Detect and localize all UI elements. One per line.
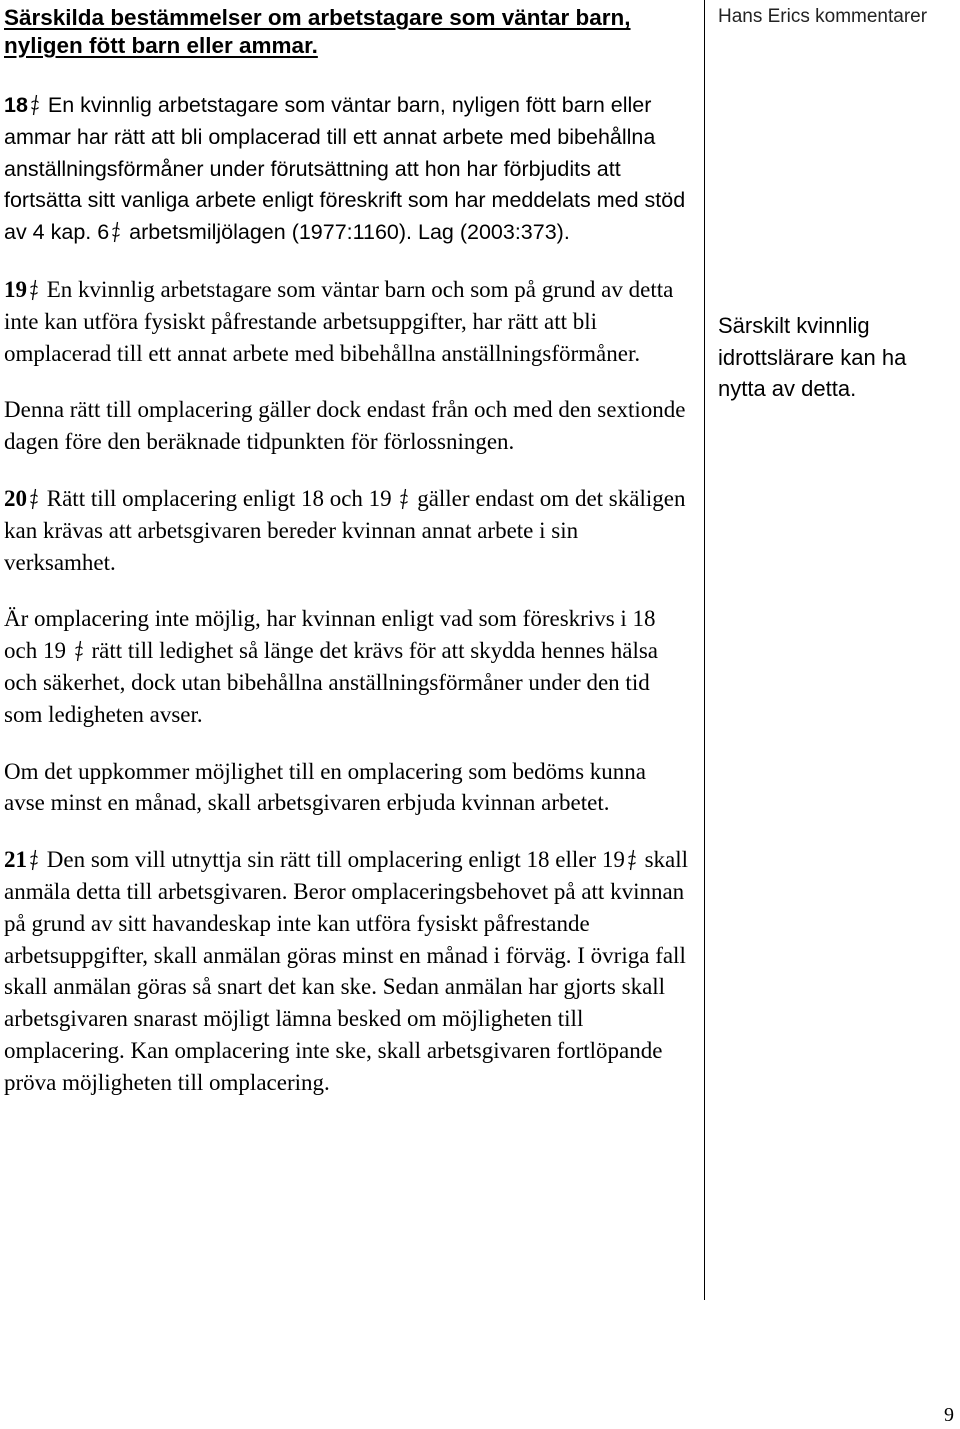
paragraph-18-text-b: arbetsmiljölagen (1977:1160). Lag (2003:373). [123, 220, 570, 245]
page-number: 9 [944, 1404, 954, 1426]
section-number-20: 20 [4, 485, 27, 511]
section-sign-icon [111, 217, 121, 249]
paragraph-19-cont-text: Denna rätt till omplacering gäller dock endast från och med den sextionde dagen före den beräknade tidpunkten för förlossningen. [4, 397, 686, 455]
comment-header: Hans Erics kommentarer [718, 6, 928, 27]
section-sign-icon [627, 844, 637, 876]
section-sign-icon [29, 274, 39, 306]
paragraph-21 [4, 844, 692, 1098]
section-sign-icon [399, 483, 409, 515]
paragraph-21-text-b: skall anmäla detta till arbetsgivaren. Beror omplaceringsbehovet på att kvinnan på grund av sitt havandeskap inte kan utföra fysiskt påfrestande arbetsuppgifter, skall anmälan göras minst en månad i förväg. I övriga fall skall anmälan göras så snart det kan ske. Sedan anmälan har gjorts skall arbetsgivaren snarast möjligt lämna besked om möjligheten till omplacering. Kan omplacering inte ske, skall arbetsgivaren fortlöpande pröva möjligheten till omplacering. [4, 847, 689, 1095]
section-sign-icon [74, 635, 84, 667]
comment-note: Särskilt kvinnlig idrottslärare kan ha nytta av detta. [718, 313, 907, 401]
section-number-18: 18 [4, 93, 28, 117]
paragraph-20-cont-1 [4, 603, 692, 730]
main-column [4, 4, 692, 1124]
paragraph-20 [4, 483, 692, 578]
paragraph-20-text-b: gäller endast om det skäligen kan krävas att arbetsgivaren bereder kvinnan annat arbete i sin verksamhet. [4, 485, 686, 575]
column-divider [704, 0, 705, 1300]
section-number-19: 19 [4, 276, 27, 302]
section-heading: Särskilda bestämmelser om arbetstagare som väntar barn, nyligen fött barn eller ammar. [4, 5, 631, 58]
paragraph-20-cont-1-text-b: rätt till ledighet så länge det krävs för att skydda hennes hälsa och säkerhet, dock utan bibehållna anställningsförmåner under den tid som ledigheten avser. [4, 638, 658, 727]
section-sign-icon [29, 844, 39, 876]
paragraph-18 [4, 90, 692, 249]
paragraph-21-text-a: Den som vill utnyttja sin rätt till omplacering enligt 18 eller 19 [41, 847, 625, 873]
paragraph-20-text-a: Rätt till omplacering enligt 18 och 19 [41, 485, 398, 511]
paragraph-20-cont-2 [4, 756, 692, 820]
paragraph-19 [4, 274, 692, 369]
paragraph-19-cont [4, 394, 692, 458]
paragraph-20-cont-2-text: Om det uppkommer möjlighet till en omplacering som bedöms kunna avse minst en månad, skall arbetsgivaren erbjuda kvinnan arbetet. [4, 758, 646, 816]
section-number-21: 21 [4, 847, 27, 873]
section-sign-icon [30, 90, 40, 122]
section-sign-icon [29, 483, 39, 515]
paragraph-20-cont-1-text-a: Är omplacering inte möjlig, har kvinnan enligt vad som föreskrivs i 18 och 19 [4, 606, 656, 664]
paragraph-19-text: En kvinnlig arbetstagare som väntar barn och som på grund av detta inte kan utföra fysiskt påfrestande arbetsuppgifter, har rätt att bli omplacerad till ett annat arbete med bibehållna anställningsförmåner. [4, 276, 674, 366]
comment-column [718, 4, 954, 401]
paragraph-18-text-a: En kvinnlig arbetstagare som väntar barn, nyligen fött barn eller ammar har rätt att bli omplacerad till ett annat arbete med bibehållna anställningsförmåner under förutsättning att hon har förbjudits att fortsätta sitt vanliga arbete enligt föreskrift som har meddelats med stöd av 4 kap. 6 [4, 93, 686, 245]
